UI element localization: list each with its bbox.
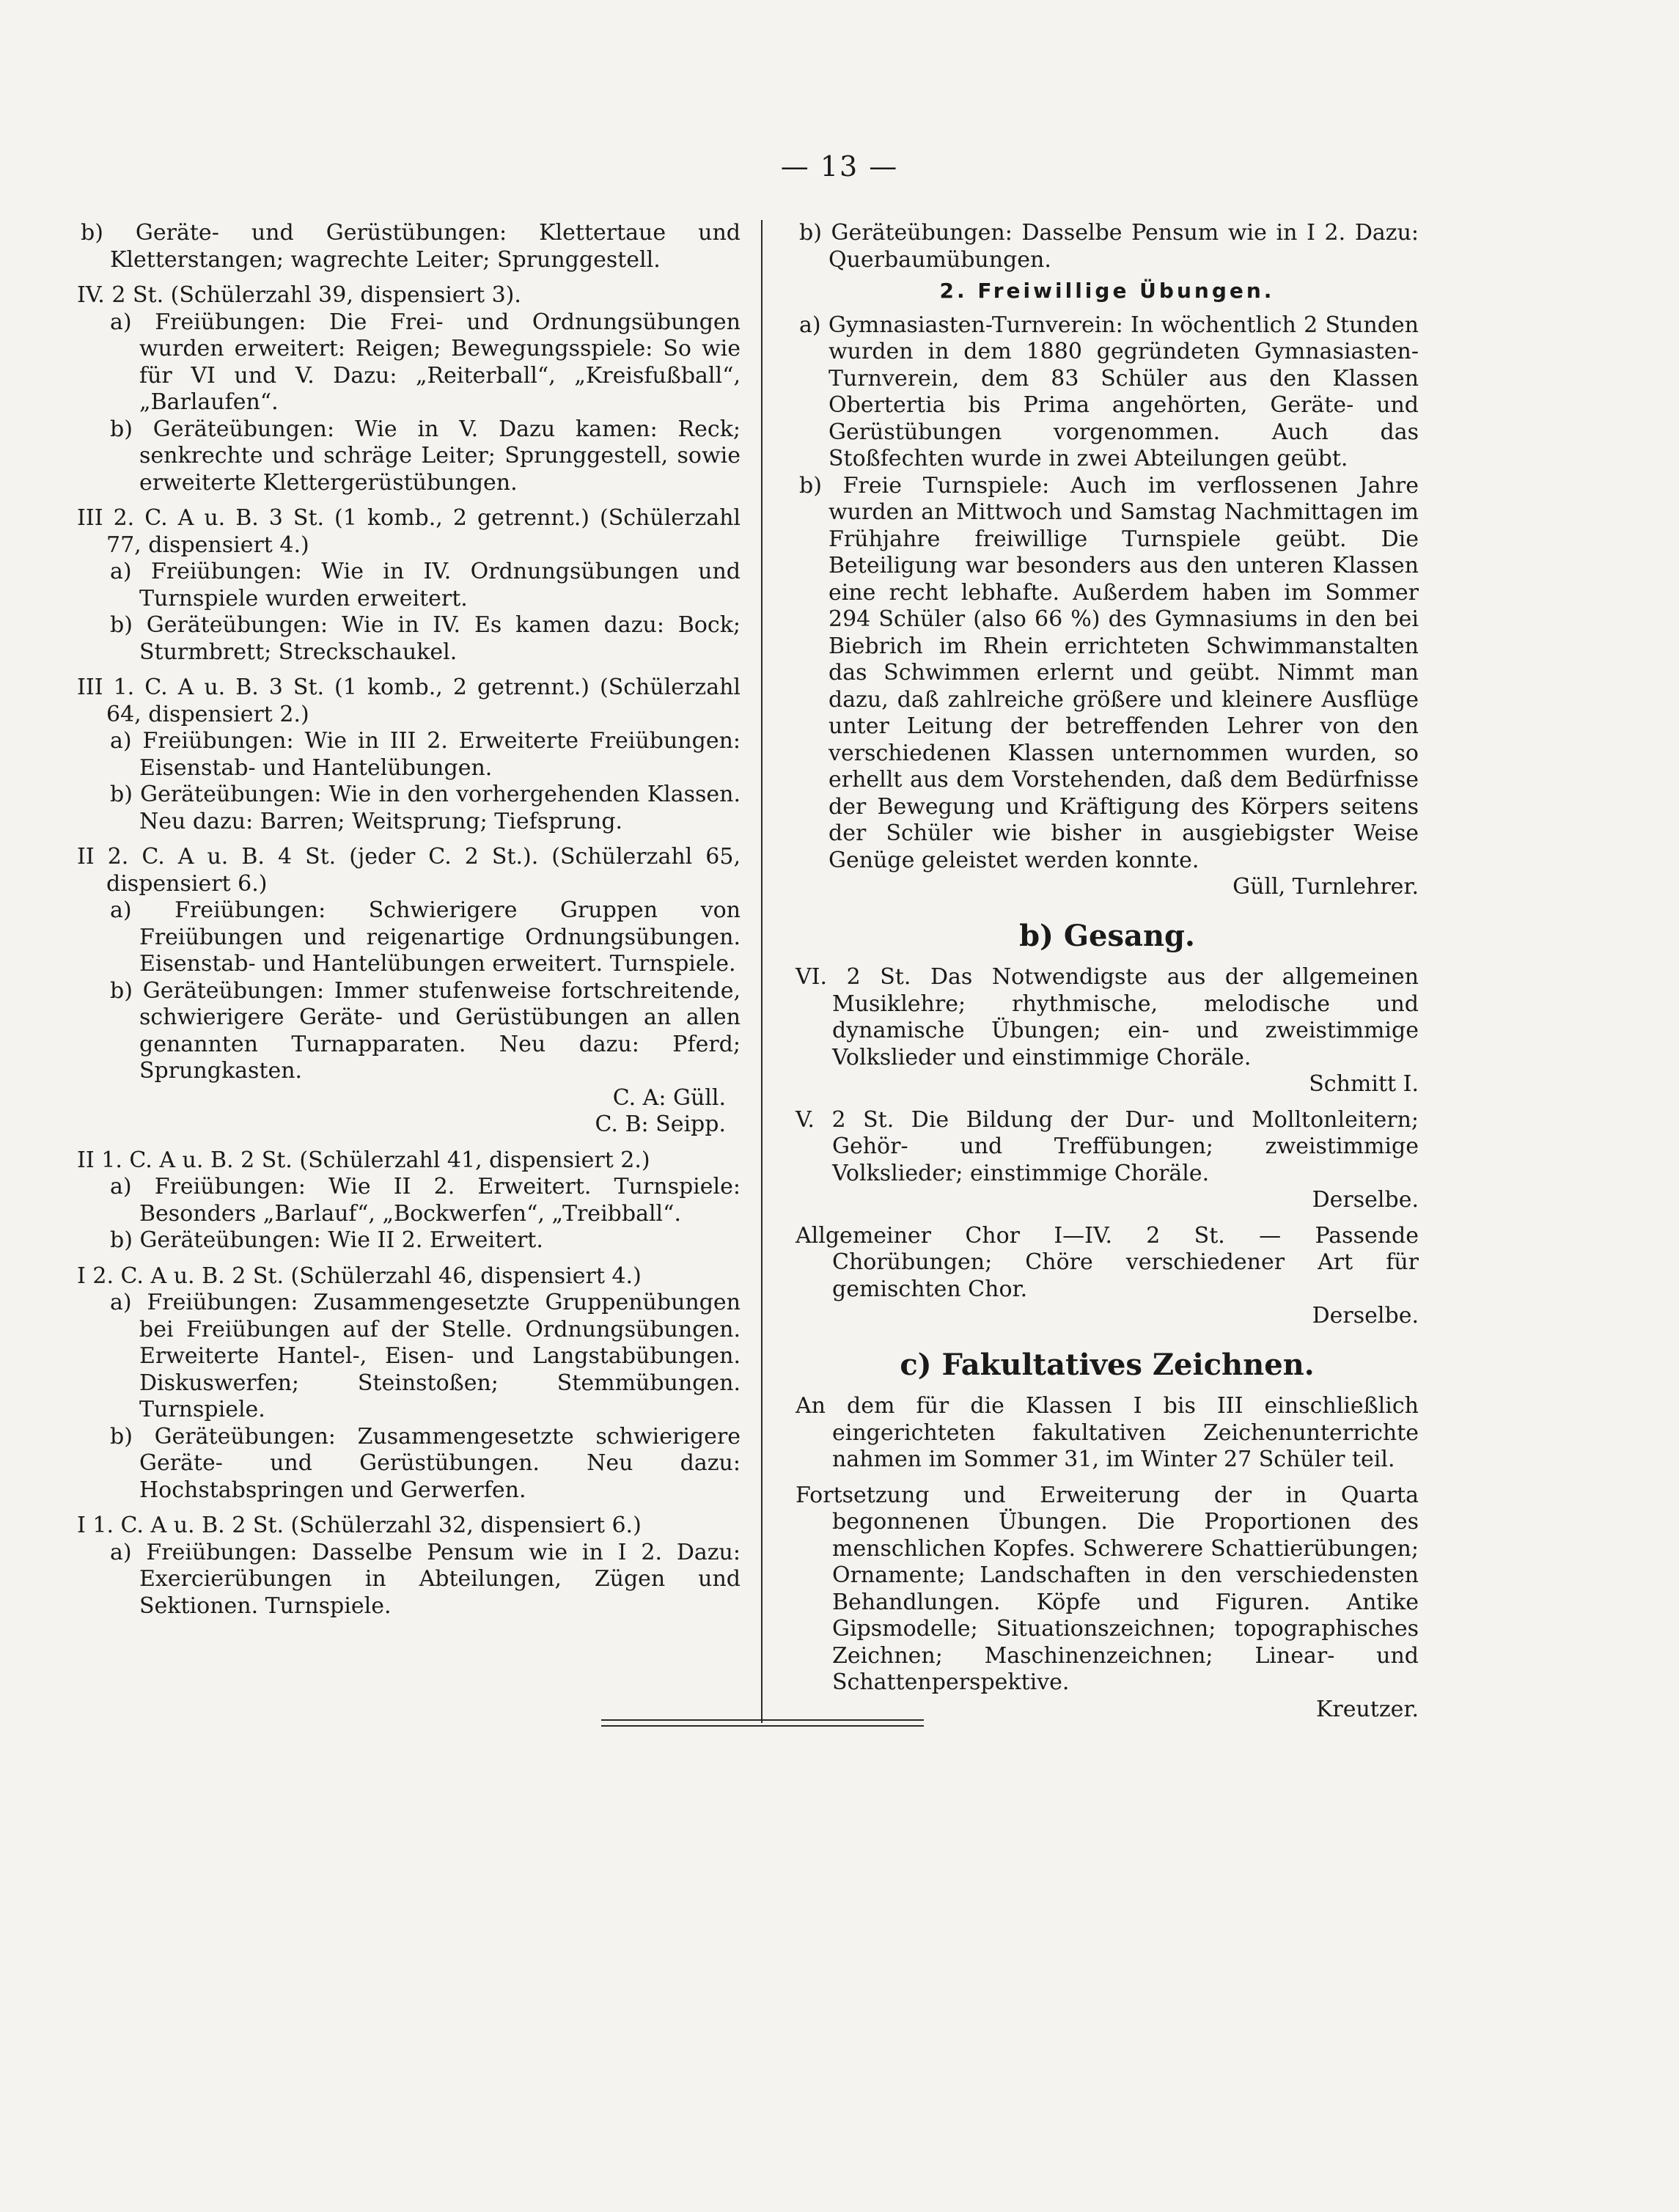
- class-iii1-heading: III 1. C. A u. B. 3 St. (1 komb., 2 getrennt.) (Schülerzahl 64, dispensiert 2.): [77, 675, 741, 727]
- class-v-b-paragraph: b) Geräte- und Gerüstübungen: Klettertaue und Kletterstangen; wagrechte Leiter; Sprunggestell.: [81, 220, 741, 273]
- class-iii2-b: b) Geräteübungen: Wie in IV. Es kamen dazu: Bock; Sturmbrett; Streckschaukel.: [110, 612, 741, 665]
- class-i2-b: b) Geräteübungen: Zusammengesetzte schwierigere Geräte- und Gerüstübungen. Neu dazu: Hochstabspringen und Gerwerfen.: [110, 1423, 741, 1503]
- class-ii2-b: b) Geräteübungen: Immer stufenweise fortschreitende, schwierigere Geräte- und Gerüstübungen an allen genannten Turnapparaten. Neu dazu: Pferd; Sprungkasten.: [110, 977, 741, 1084]
- signature-derselbe-2: Derselbe.: [1312, 1303, 1419, 1329]
- end-rule-second: [601, 1725, 924, 1727]
- heading-zeichnen: c) Fakultatives Zeichnen.: [900, 1347, 1315, 1382]
- class-i2-heading: I 2. C. A u. B. 2 St. (Schülerzahl 46, dispensiert 4.): [77, 1263, 642, 1289]
- heading-gesang: b) Gesang.: [1019, 918, 1195, 953]
- signature-c-a: C. A: Güll.: [612, 1084, 726, 1111]
- class-ii1-heading: II 1. C. A u. B. 2 St. (Schülerzahl 41, dispensiert 2.): [77, 1147, 650, 1173]
- class-iii2-heading: III 2. C. A u. B. 3 St. (1 komb., 2 getrennt.) (Schülerzahl 77, dispensiert 4.): [77, 505, 741, 558]
- class-ii1-b: b) Geräteübungen: Wie II 2. Erweitert.: [110, 1227, 543, 1253]
- left-column: [77, 220, 741, 1620]
- column-divider: [761, 220, 763, 1723]
- class-i1-heading: I 1. C. A u. B. 2 St. (Schülerzahl 32, dispensiert 6.): [77, 1513, 642, 1538]
- class-i2-a: a) Freiübungen: Zusammengesetzte Gruppenübungen bei Freiübungen auf der Stelle. Ordnungsübungen. Erweiterte Hantel-, Eisen- und Langstabübungen. Diskuswerfen; Steinstoßen; Stemmübungen. Turnspiele.: [110, 1290, 741, 1422]
- class-iv-a: a) Freiübungen: Die Frei- und Ordnungsübungen wurden erweitert: Reigen; Bewegungsspiele: So wie für VI und V. Dazu: „Reiterball“, „Kreisfußball“, „Barlaufen“.: [110, 309, 741, 415]
- class-ii2-a: a) Freiübungen: Schwierigere Gruppen von Freiübungen und reigenartige Ordnungsübungen. Eisenstab- und Hantelübungen erweitert. Turnspiele.: [110, 897, 741, 977]
- freie-turnspiele: b) Freie Turnspiele: Auch im verflossenen Jahre wurden an Mittwoch und Samstag Nachmittagen im Frühjahre freiwillige Turnspiele geübt. Die Beteiligung war besonders aus den unteren Klassen eine recht lebhafte. Außerdem haben im Sommer 294 Schüler (also 66 %) des Gymnasiums in den bei Biebrich im Rhein errichteten Schwimmanstalten das Schwimmen erlernt und geübt. Nimmt man dazu, daß zahlreiche größere und kleinere Ausflüge unter Leitung der betreffenden Lehrer von den verschiedenen Klassen unternommen wurden, so erhellt aus dem Vorstehenden, daß dem Bedürfnisse der Bewegung und Kräftigung des Körpers seitens der Schüler wie bisher in ausgiebigster Weise Genüge geleistet werden konnte.: [799, 472, 1419, 873]
- signature-schmitt: Schmitt I.: [1309, 1071, 1419, 1097]
- gymnasiasten-turnverein: a) Gymnasiasten-Turnverein: In wöchentlich 2 Stunden wurden in dem 1880 gegründeten Gymnasiasten-Turnverein, dem 83 Schüler aus den Klassen Obertertia bis Prima angehörten, Geräte- und Gerüstübungen vorgenommen. Auch das Stoßfechten wurde in zwei Abteilungen geübt.: [799, 312, 1419, 471]
- gesang-v: V. 2 St. Die Bildung der Dur- und Molltonleitern; Gehör- und Treffübungen; zweistimmige Volkslieder; einstimmige Choräle.: [796, 1106, 1419, 1186]
- signature-kreutzer: Kreutzer.: [1315, 1696, 1419, 1722]
- signature-c-b: C. B: Seipp.: [595, 1111, 726, 1137]
- signature-guell: Güll, Turnlehrer.: [1232, 874, 1419, 900]
- class-iii2-a: a) Freiübungen: Wie in IV. Ordnungsübungen und Turnspiele wurden erweitert.: [110, 559, 741, 611]
- heading-freiwillige-uebungen: 2. Freiwillige Übungen.: [939, 279, 1275, 303]
- right-column: [796, 220, 1419, 1723]
- gesang-chor: Allgemeiner Chor I—IV. 2 St. — Passende Chorübungen; Chöre verschiedener Art für gemischten Chor.: [796, 1222, 1419, 1302]
- class-ii2-heading: II 2. C. A u. B. 4 St. (jeder C. 2 St.). (Schülerzahl 65, dispensiert 6.): [77, 844, 741, 897]
- signature-derselbe-1: Derselbe.: [1312, 1187, 1419, 1213]
- zeichnen-teilnahme: An dem für die Klassen I bis III einschließlich eingerichteten fakultativen Zeichenunterrichte nahmen im Sommer 31, im Winter 27 Schüler teil.: [796, 1393, 1419, 1472]
- zeichnen-inhalt: Fortsetzung und Erweiterung der in Quarta begonnenen Übungen. Die Proportionen des menschlichen Kopfes. Schwerere Schattierübungen; Ornamente; Landschaften in den verschiedensten Behandlungen. Köpfe und Figuren. Antike Gipsmodelle; Situationszeichnen; topographisches Zeichnen; Maschinenzeichnen; Linear- und Schattenperspektive.: [796, 1482, 1419, 1695]
- class-i1-b: b) Geräteübungen: Dasselbe Pensum wie in I 2. Dazu: Querbaumübungen.: [799, 220, 1419, 273]
- class-iv-heading: IV. 2 St. (Schülerzahl 39, dispensiert 3).: [77, 282, 521, 308]
- page-number: — 13 —: [780, 150, 899, 183]
- end-rule: [601, 1719, 924, 1721]
- gesang-vi: VI. 2 St. Das Notwendigste aus der allgemeinen Musiklehre; rhythmische, melodische und dynamische Übungen; ein- und zweistimmige Volkslieder und einstimmige Choräle.: [796, 964, 1419, 1070]
- class-iii1-a: a) Freiübungen: Wie in III 2. Erweiterte Freiübungen: Eisenstab- und Hantelübungen.: [110, 728, 741, 781]
- class-iv-b: b) Geräteübungen: Wie in V. Dazu kamen: Reck; senkrechte und schräge Leiter; Sprunggestell, sowie erweiterte Klettergerüstübungen.: [110, 416, 741, 496]
- class-ii1-a: a) Freiübungen: Wie II 2. Erweitert. Turnspiele: Besonders „Barlauf“, „Bockwerfen“, „Treibball“.: [110, 1174, 741, 1227]
- class-i1-a: a) Freiübungen: Dasselbe Pensum wie in I 2. Dazu: Exercierübungen in Abteilungen, Zügen und Sektionen. Turnspiele.: [110, 1539, 741, 1619]
- class-iii1-b: b) Geräteübungen: Wie in den vorhergehenden Klassen. Neu dazu: Barren; Weitsprung; Tiefsprung.: [110, 782, 741, 834]
